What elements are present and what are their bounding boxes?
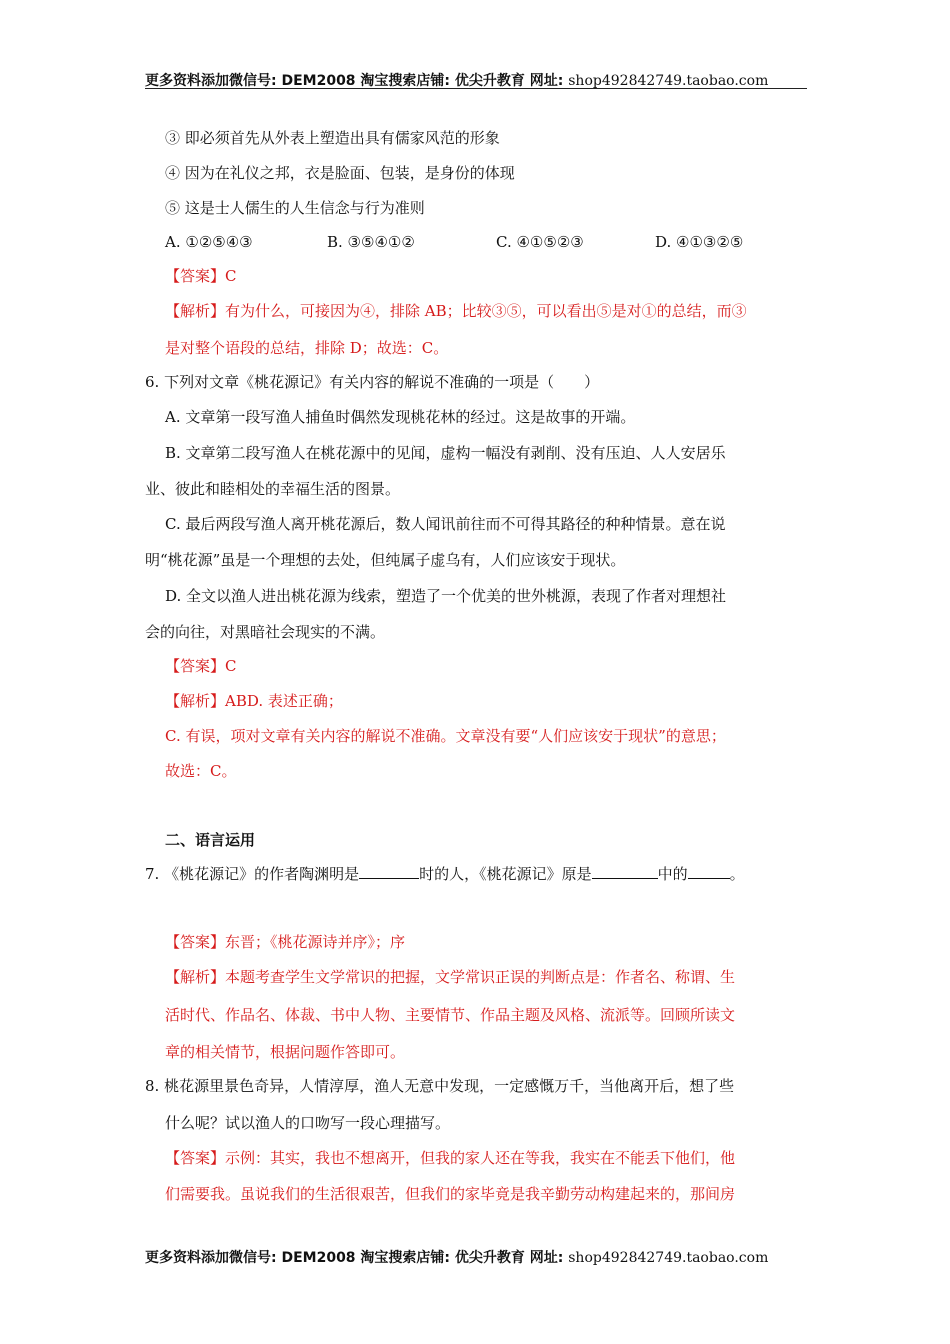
q7-part-4: 。: [729, 865, 745, 883]
section-title: 二、语言运用: [165, 831, 256, 849]
q6-analysis-line-2: C. 有误，项对文章有关内容的解说不准确。文章没有要“人们应该安于现状”的意思；: [165, 727, 726, 745]
answer-tag: 【答案】: [165, 933, 226, 951]
q7-part-3: 中的: [657, 865, 688, 883]
q6-option-c-line-1: C. 最后两段写渔人离开桃花源后，数人闻讯前往而不可得其路径的种种情景。意在说: [165, 515, 726, 533]
q6-analysis-line-3: 故选：C。: [165, 762, 237, 780]
header-rule: [145, 88, 807, 89]
q8-stem-line-1: 8. 桃花源里景色奇异，人情淳厚，渔人无意中发现，一定感慨万千，当他离开后，想了些: [145, 1077, 735, 1095]
q5-option-c: C. ④①⑤②③: [496, 233, 584, 251]
q7-analysis-line-2: 活时代、作品名、体裁、书中人物、主要情节、作品主题及风格、流派等。回顾所读文: [165, 1006, 736, 1024]
q5-option-d: D. ④①③②⑤: [655, 233, 744, 251]
q5-option-a: A. ①②⑤④③: [165, 233, 253, 251]
answer-tag: 【答案】: [165, 1149, 226, 1167]
answer-value: 东晋；《桃花源诗并序》；序: [225, 933, 406, 951]
q6-analysis-line-1: [165, 691, 343, 711]
q7-part-2: 时的人，《桃花源记》原是: [419, 865, 592, 883]
q6-stem: 6. 下列对文章《桃花源记》有关内容的解说不准确的一项是（ ）: [145, 373, 600, 391]
q7-analysis-line-1: [165, 967, 735, 987]
q7-analysis-line-3: 章的相关情节，根据问题作答即可。: [165, 1043, 406, 1061]
q6-answer: [165, 656, 237, 676]
answer-value: C: [225, 657, 237, 675]
answer-tag: 【答案】: [165, 267, 226, 285]
q5-answer: [165, 266, 237, 286]
q7-blank-1: [359, 864, 419, 879]
answer-tag: 【答案】: [165, 657, 226, 675]
answer-value: C: [225, 267, 237, 285]
q6-option-d-line-2: 会的向往，对黑暗社会现实的不满。: [145, 623, 386, 641]
header-url: shop492842749.taobao.com: [568, 73, 769, 89]
analysis-text: ABD. 表述正确；: [225, 692, 343, 710]
header-text: 更多资料添加微信号: DEM2008 淘宝搜索店铺: 优尖升教育 网址:: [145, 73, 569, 89]
analysis-text: 有为什么，可接因为④，排除 AB；比较③⑤，可以看出⑤是对①的总结，而③: [225, 302, 747, 320]
q7-blank-2: [592, 864, 658, 879]
q7-blank-3: [688, 864, 730, 879]
analysis-tag: 【解析】: [165, 968, 226, 986]
q5-item-3: ③ 即必须首先从外表上塑造出具有儒家风范的形象: [165, 129, 500, 147]
q6-option-a: A. 文章第一段写渔人捕鱼时偶然发现桃花林的经过。这是故事的开端。: [165, 408, 636, 426]
q8-answer-line-1: [165, 1148, 735, 1168]
q7-stem: [145, 864, 745, 884]
q6-option-b-line-2: 业、彼此和睦相处的幸福生活的图景。: [145, 480, 401, 498]
q5-analysis-line-1: [165, 301, 747, 321]
footer-text: 更多资料添加微信号: DEM2008 淘宝搜索店铺: 优尖升教育 网址:: [145, 1250, 569, 1266]
q7-part-1: 7. 《桃花源记》的作者陶渊明是: [145, 865, 360, 883]
q8-answer-line-2: 们需要我。虽说我们的生活很艰苦，但我们的家毕竟是我辛勤劳动构建起来的，那间房: [165, 1185, 736, 1203]
q6-option-b-line-1: B. 文章第二段写渔人在桃花源中的见闻，虚构一幅没有剥削、没有压迫、人人安居乐: [165, 444, 726, 462]
q5-analysis-line-2: 是对整个语段的总结，排除 D；故选：C。: [165, 339, 449, 357]
page-header: [145, 70, 807, 90]
q7-answer: [165, 932, 405, 952]
page-footer: [145, 1247, 807, 1267]
q5-option-b: B. ③⑤④①②: [327, 233, 415, 251]
footer-url: shop492842749.taobao.com: [568, 1250, 769, 1266]
answer-text: 示例：其实，我也不想离开，但我的家人还在等我，我实在不能丢下他们，他: [225, 1149, 736, 1167]
analysis-text: 本题考查学生文学常识的把握，文学常识正误的判断点是：作者名、称谓、生: [225, 968, 736, 986]
analysis-tag: 【解析】: [165, 692, 226, 710]
q5-item-5: ⑤ 这是士人儒生的人生信念与行为准则: [165, 199, 425, 217]
q8-stem-line-2: 什么呢？试以渔人的口吻写一段心理描写。: [165, 1114, 451, 1132]
q5-item-4: ④ 因为在礼仪之邦，衣是脸面、包装，是身份的体现: [165, 164, 515, 182]
q6-option-c-line-2: 明“桃花源”虽是一个理想的去处，但纯属子虚乌有，人们应该安于现状。: [145, 551, 626, 569]
q6-option-d-line-1: D. 全文以渔人进出桃花源为线索，塑造了一个优美的世外桃源，表现了作者对理想社: [165, 587, 727, 605]
analysis-tag: 【解析】: [165, 302, 226, 320]
